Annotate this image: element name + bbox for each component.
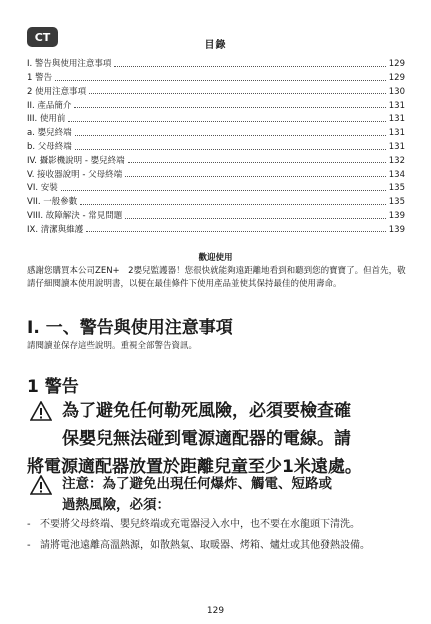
toc-row bbox=[27, 96, 405, 110]
toc-row bbox=[27, 138, 405, 152]
caution-list bbox=[27, 517, 407, 559]
toc-label: VIII. 故障解決 - 常見問題 bbox=[27, 211, 123, 222]
toc-row bbox=[27, 152, 405, 166]
toc-label: a. 嬰兒終端 bbox=[27, 128, 72, 139]
toc-label: VI. 安裝 bbox=[27, 183, 58, 194]
language-badge: CT bbox=[27, 27, 58, 47]
toc-page: 131 bbox=[388, 114, 405, 125]
toc-row bbox=[27, 69, 405, 83]
toc-label: III. 使用前 bbox=[27, 114, 66, 125]
toc-row bbox=[27, 165, 405, 179]
toc-leader-dots bbox=[61, 190, 386, 191]
toc-label: 1 警告 bbox=[27, 73, 53, 84]
toc-leader-dots bbox=[55, 80, 386, 81]
toc-label: IX. 清潔與維護 bbox=[27, 224, 84, 235]
warning-triangle-icon bbox=[30, 475, 52, 495]
toc-leader-dots bbox=[75, 135, 386, 136]
list-item-text: 不要將父母終端、嬰兒終端或充電器浸入水中，也不要在水龍頭下清洗。 bbox=[40, 519, 360, 530]
toc-page: 130 bbox=[388, 86, 405, 97]
toc-page: 139 bbox=[388, 224, 405, 235]
toc-page: 132 bbox=[388, 155, 405, 166]
caution-line-2: 過熱風險，必須： bbox=[62, 497, 170, 513]
toc-leader-dots bbox=[86, 231, 386, 232]
toc-row bbox=[27, 55, 405, 69]
caution-line-1: 注意：為了避免出現任何爆炸、觸電、短路或 bbox=[62, 476, 332, 492]
toc-page: 131 bbox=[388, 128, 405, 139]
toc-row bbox=[27, 83, 405, 97]
list-item-text: 請將電池遠離高溫熱源，如散熱氣、取暖器、烤箱、爐灶或其他發熱設備。 bbox=[40, 540, 370, 551]
toc-row bbox=[27, 124, 405, 138]
page-number: 129 bbox=[206, 606, 225, 616]
warning-triangle-icon bbox=[30, 401, 52, 421]
toc-row bbox=[27, 193, 405, 207]
strangulation-warning bbox=[27, 397, 407, 481]
table-of-contents bbox=[27, 55, 405, 234]
toc-leader-dots bbox=[125, 176, 386, 177]
warning-line-1: 為了避免任何勒死風險，必須要檢查確 bbox=[62, 401, 351, 421]
list-item: - 請將電池遠離高溫熱源，如散熱氣、取暖器、烤箱、爐灶或其他發熱設備。 bbox=[27, 540, 370, 551]
welcome-paragraph: 感謝您購買本公司ZEN+ 2嬰兒監護器！您很快就能夠遠距離地看到和聽到您的寶寶了。但首先，敬請仔細閱讀本使用說明書，以便在最佳條件下使用產品並使其保持最佳的使用壽命。 bbox=[27, 266, 406, 289]
toc-row bbox=[27, 207, 405, 221]
caution-note bbox=[27, 474, 407, 516]
toc-leader-dots bbox=[128, 162, 386, 163]
toc-label: IV. 攝影機說明 - 嬰兒終端 bbox=[27, 155, 125, 166]
list-item: - 不要將父母終端、嬰兒終端或充電器浸入水中，也不要在水龍頭下清洗。 bbox=[27, 519, 360, 530]
welcome-title: 歡迎使用 bbox=[198, 253, 233, 263]
toc-label: I. 警告與使用注意事項 bbox=[27, 59, 112, 70]
toc-page: 139 bbox=[388, 211, 405, 222]
toc-label: b. 父母終端 bbox=[27, 142, 72, 153]
toc-page: 134 bbox=[388, 169, 405, 180]
toc-leader-dots bbox=[114, 66, 385, 67]
toc-row bbox=[27, 110, 405, 124]
warning-line-2: 保嬰兒無法碰到電源適配器的電線。請 bbox=[62, 429, 351, 449]
toc-row bbox=[27, 221, 405, 235]
toc-page: 131 bbox=[388, 142, 405, 153]
toc-label: VII. 一般參數 bbox=[27, 197, 78, 208]
toc-title: 目錄 bbox=[204, 40, 227, 51]
toc-page: 135 bbox=[388, 197, 405, 208]
toc-label: V. 接收器說明 - 父母終端 bbox=[27, 169, 123, 180]
toc-label: 2 使用注意事項 bbox=[27, 86, 87, 97]
warning-heading: 1 警告 bbox=[27, 377, 79, 397]
toc-leader-dots bbox=[89, 93, 386, 94]
toc-page: 129 bbox=[388, 73, 405, 84]
toc-page: 131 bbox=[388, 100, 405, 111]
toc-page: 129 bbox=[388, 59, 405, 70]
toc-label: II. 產品簡介 bbox=[27, 100, 72, 111]
section-heading: I. 一、警告與使用注意事項 bbox=[27, 318, 233, 338]
toc-leader-dots bbox=[68, 121, 385, 122]
toc-leader-dots bbox=[80, 204, 386, 205]
toc-row bbox=[27, 179, 405, 193]
section-intro: 請閱讀並保存這些說明。重視全部警告資訊。 bbox=[27, 341, 198, 351]
toc-leader-dots bbox=[74, 107, 385, 108]
toc-leader-dots bbox=[75, 149, 386, 150]
toc-leader-dots bbox=[125, 218, 386, 219]
warning-line-3: 將電源適配器放置於距離兒童至少1米遠處。 bbox=[27, 457, 362, 477]
toc-page: 135 bbox=[388, 183, 405, 194]
